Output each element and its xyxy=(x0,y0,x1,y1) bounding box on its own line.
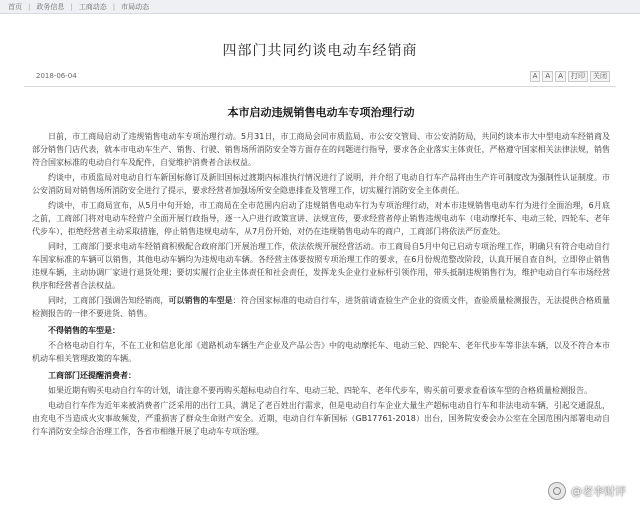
close-button[interactable]: 关闭 xyxy=(590,71,610,82)
breadcrumb-city-news[interactable]: 市局动态 xyxy=(121,2,150,11)
page-title: 四部门共同约谈电动车经销商 xyxy=(222,43,418,59)
paragraph-3: 约谈中，市工商局宣布，从5月中旬开始，市工商局在全市范围内启动了违规销售电动车行为专项治理行动，对本市违规销售电动车行为进行全面治理，6月底之前，工商部门将对电动车经营户全面开展行政指导，逐一入户进行政策宣讲、法规宣传，要求经营者停止销售违规电动车（电动摩托车、电动三轮、四轮车、老年代步车），拒绝经营者主动采取措施，停止销售违规电动车，从7月份开始，对仍在违规销售电动车的商户，工商部门将依法严厉查处。 xyxy=(32,201,610,236)
paragraph-5-lead: 同时，工商部门强调告知经销商， xyxy=(48,296,169,305)
breadcrumb-separator: | xyxy=(70,2,73,11)
section-heading-consumer-tip: 工商部门还提醒消费者： xyxy=(48,371,136,380)
article-meta xyxy=(24,70,616,87)
breadcrumb-business-news[interactable]: 工商动态 xyxy=(78,2,107,11)
breadcrumb-home[interactable]: 首页 xyxy=(8,2,22,11)
paragraph-2: 约谈中，市质监局对电动自行车新国标修订及新旧国标过渡期内标准执行情况进行了说明，并介绍了电动自行车产品将由生产许可制度改为强制性认证制度。市公安消防局对销售场所消防安全进行了提示，要求经营者加强场所安全隐患排查及管理工作，切实履行消防安全主体责任。 xyxy=(32,173,610,195)
watermark-logo-icon xyxy=(548,482,566,500)
print-button[interactable]: 打印 xyxy=(568,71,588,82)
section-heading-prohibited: 不得销售的车型是： xyxy=(48,326,120,335)
watermark xyxy=(548,482,626,500)
paragraph-8: 电动自行车作为近年来被消费者广泛采用的出行工具，满足了老百姓出行需求，但是电动自行车企业大量生产超标电动自行车和非法电动车辆，引起交通混乱，由充电不当造成火灾事故频发，严重损害了群众生命财产安全。近期，电动自行车新国标（GB17761-2018）出台，国务院安委会办公室在全国范围内部署电动自行车消防安全综合治理工作，各省市相继开展了电动车专项治理。 xyxy=(32,401,610,436)
breadcrumb xyxy=(0,0,640,14)
font-size-medium-button[interactable]: A xyxy=(542,71,553,82)
font-size-small-button[interactable]: A xyxy=(555,71,566,82)
breadcrumb-separator: | xyxy=(112,2,116,11)
paragraph-4: 同时，工商部门要求电动车经销商积极配合政府部门开展治理工作，依法依规开展经营活动。市工商局自5月中旬已启动专项治理工作，明确只有符合电动自行车国家标准的车辆可以销售，其他电动车辆均为违规电动车辆。各经营主体要按照专项治理工作的要求，在6月份规范整改阶段，认真开展自查自纠，立即停止销售违规车辆，主动协调厂家进行退货处理；要切实履行企业主体责任和社会责任，发挥龙头企业行业标杆引领作用，带头抵制违规销售行为，维护电动自行车市场经营秩序和经营者合法权益。 xyxy=(32,242,610,290)
paragraph-1: 日前，市工商局启动了违规销售电动车专项治理行动。5月31日，市工商局会同市质监局、市公安交管局、市公安消防局，共同约谈本市大中型电动车经销商及部分销售门店代表，就本市电动车生产、销售、行驶、销售场所消防安全等方面存在的问题进行指导，要求各企业落实主体责任，严格遵守国家相关法律法规，销售符合国家标准的电动自行车及配件，自觉维护消费者合法权益。 xyxy=(32,132,610,167)
font-size-large-button[interactable]: A xyxy=(530,71,541,82)
paragraph-5-emphasis: 可以销售的车型是 xyxy=(168,296,233,305)
publish-date: 2018-06-04 xyxy=(36,72,77,80)
article-subtitle: 本市启动违规销售电动车专项治理行动 xyxy=(227,106,415,119)
article-body xyxy=(32,96,610,440)
watermark-text: @老李财评 xyxy=(571,485,626,498)
breadcrumb-gov-info[interactable]: 政务信息 xyxy=(36,2,65,11)
breadcrumb-separator: | xyxy=(28,2,31,11)
article-tools xyxy=(530,71,610,82)
paragraph-5-tail: ：符合国家标准的电动自行车，进货前请查验生产企业的资质文件，查验质量检测报告，无法提供合格质量检测报告的一律不要进货、销售。 xyxy=(32,296,611,318)
paragraph-6: 不合格电动自行车，不在工业和信息化部《道路机动车辆生产企业及产品公告》中的电动摩托车、电动三轮、四轮车、老年代步车等非法车辆，以及不符合本市机动车相关管理政策的车辆。 xyxy=(32,341,610,363)
paragraph-7: 如果近期有购买电动自行车的计划，请注意不要再购买超标电动自行车、电动三轮、四轮车、老年代步车，购买前可要求查看该车型的合格质量检测报告。 xyxy=(48,386,592,395)
paragraph-5 xyxy=(32,294,610,320)
